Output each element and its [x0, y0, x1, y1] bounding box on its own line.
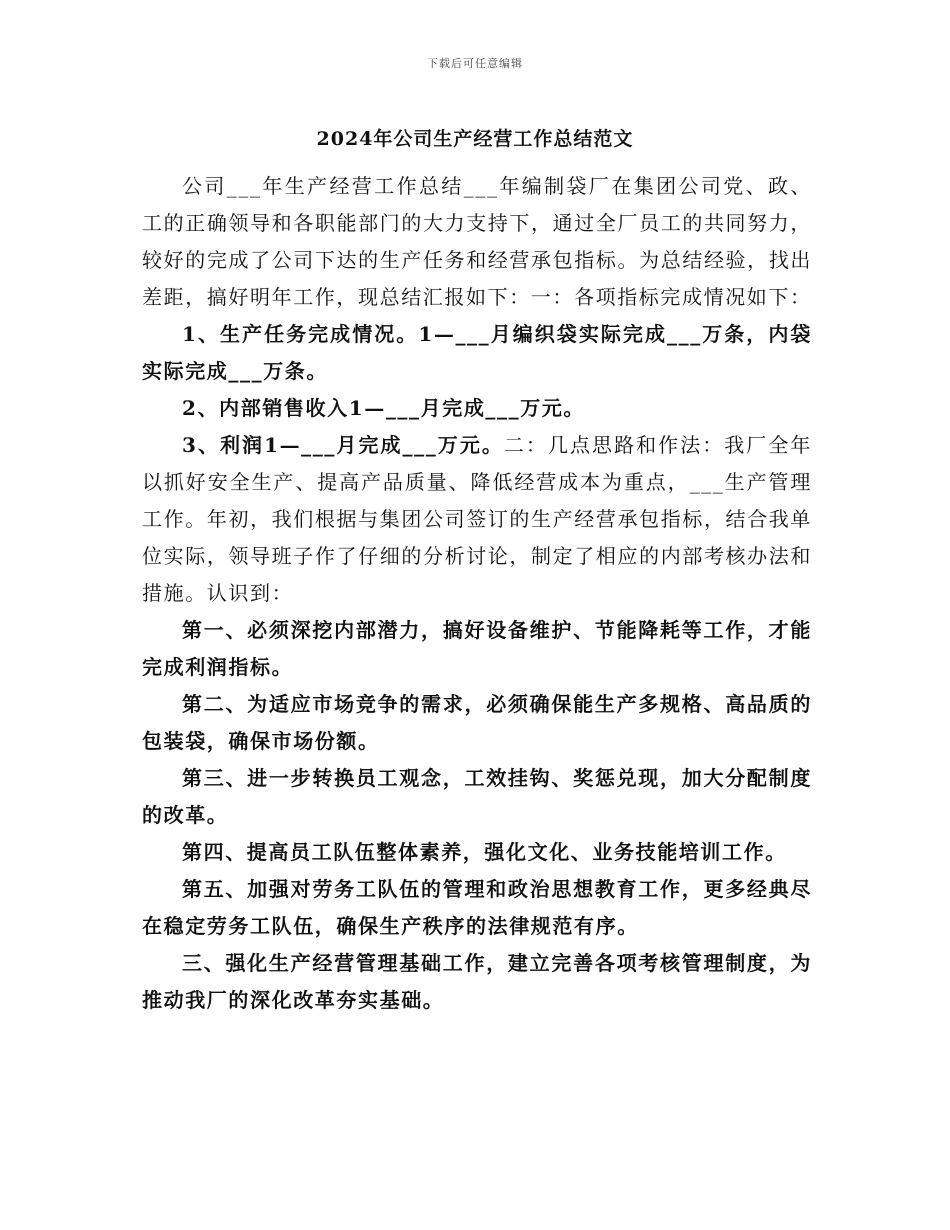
document-body: [142, 168, 812, 1019]
paragraph-production-task: 1、生产任务完成情况。1—___月编织袋实际完成___万条，内袋实际完成___万条。: [142, 322, 812, 383]
paragraph-section-3: 三、强化生产经营管理基础工作，建立完善各项考核管理制度，为推动我厂的深化改革夯实基础。: [142, 951, 812, 1012]
document-title: 2024年公司生产经营工作总结范文: [316, 128, 634, 150]
paragraph-point-5: 第五、加强对劳务工队伍的管理和政治思想教育工作，更多经典尽在稳定劳务工队伍，确保生产秩序的法律规范有序。: [142, 877, 812, 938]
paragraph-point-2: 第二、为适应市场竞争的需求，必须确保能生产多规格、高品质的包装袋，确保市场份额。: [142, 692, 812, 753]
paragraph-point-4: 第四、提高员工队伍整体素养，强化文化、业务技能培训工作。: [182, 840, 787, 864]
approach-text: 二：几点思路和作法：我厂全年以抓好安全生产、提高产品质量、降低经营成本为重点，___生产管理工作。年初，我们根据与集团公司签订的生产经营承包指标，结合我单位实际，领导班子作了仔细的分析讨论，制定了相应的内部考核办法和措施。认识到：: [142, 433, 812, 605]
paragraph-internal-sales: 2、内部销售收入1—___月完成___万元。: [182, 396, 586, 420]
paragraph-profit-and-approach: [142, 427, 812, 612]
paragraph-intro: 公司___年生产经营工作总结___年编制袋厂在集团公司党、政、工的正确领导和各职能部门的大力支持下，通过全厂员工的共同努力，较好的完成了公司下达的生产任务和经营承包指标。为总结经验，找出差距，搞好明年工作，现总结汇报如下：一：各项指标完成情况如下：: [142, 174, 812, 309]
header-note: 下载后可任意编辑: [427, 57, 523, 70]
paragraph-point-1: 第一、必须深挖内部潜力，搞好设备维护、节能降耗等工作，才能完成利润指标。: [142, 618, 812, 679]
paragraph-point-3: 第三、进一步转换员工观念，工效挂钩、奖惩兑现，加大分配制度的改革。: [142, 766, 812, 827]
profit-line: 3、利润1—___月完成___万元。: [182, 433, 504, 457]
